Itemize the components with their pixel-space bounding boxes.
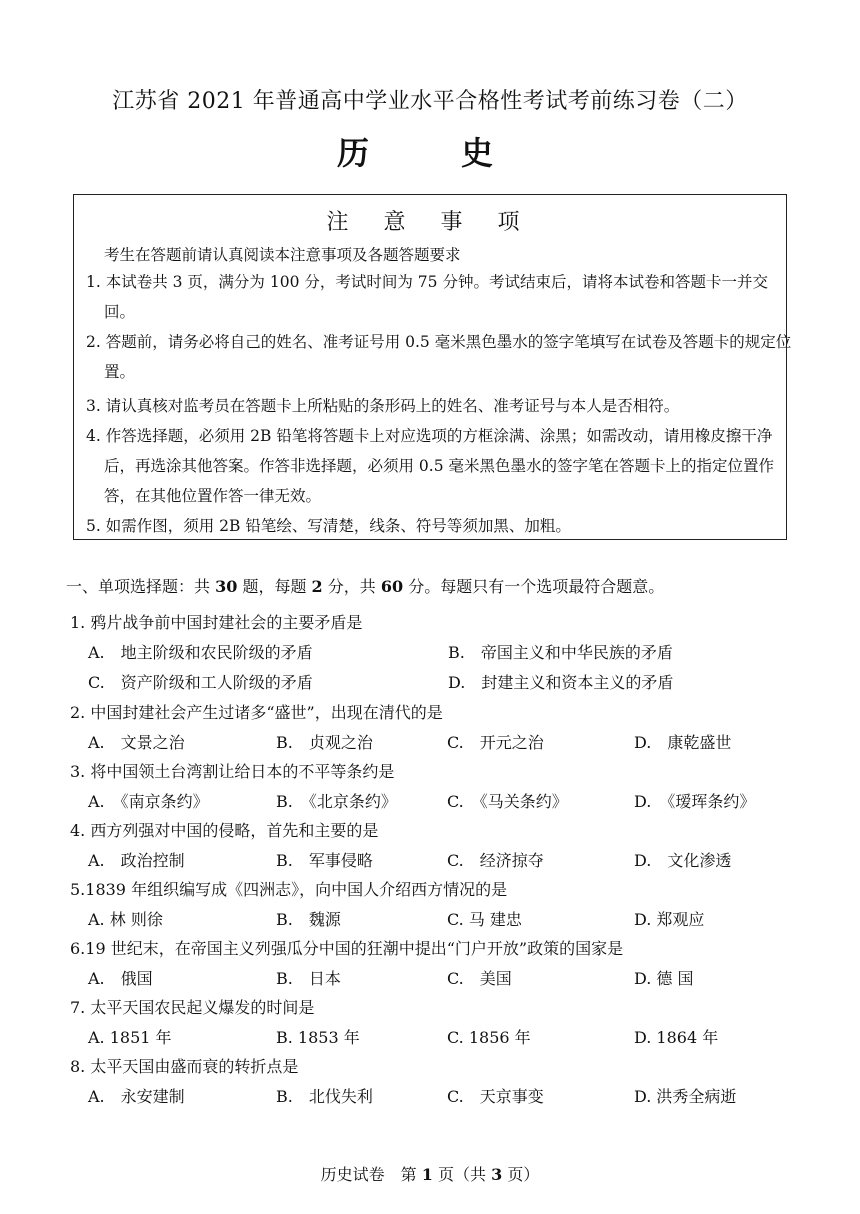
question-6: 6.19 世纪末，在帝国主义列强瓜分中国的狂潮中提出“门户开放”政策的国家是 (70, 939, 624, 958)
q1-option-b[interactable]: B. 帝国主义和中华民族的矛盾 (448, 643, 673, 662)
question-8: 8. 太平天国由盛而衰的转折点是 (70, 1057, 299, 1076)
q6-option-d[interactable]: D. 德 国 (634, 969, 694, 988)
q4-option-a[interactable]: A. 政治控制 (88, 851, 185, 870)
q7-option-a[interactable]: A. 1851 年 (88, 1028, 172, 1047)
notice-item-2: 2. 答题前，请务必将自己的姓名、准考证号用 0.5 毫米黑色墨水的签字笔填写在试卷及答题卡的规定位置。 (86, 333, 792, 381)
q2-option-d[interactable]: D. 康乾盛世 (634, 733, 732, 752)
q6-option-a[interactable]: A. 俄国 (88, 969, 153, 988)
notice-item-4: 4. 作答选择题，必须用 2B 铅笔将答题卡上对应选项的方框涂满、涂黑；如需改动，请用橡皮擦干净后，再选涂其他答案。作答非选择题，必须用 0.5 毫米黑色墨水的签字笔在答题卡上的指定位置作答，在其他位置作答一律无效。 (86, 427, 775, 505)
q8-option-a[interactable]: A. 永安建制 (88, 1087, 185, 1106)
notice-title: 注 意 事 项 (326, 210, 534, 235)
page-footer: 历史试卷 第 1 页（共 3 页） (320, 1165, 540, 1184)
q4-option-d[interactable]: D. 文化渗透 (634, 851, 732, 870)
q5-option-c[interactable]: C. 马 建忠 (447, 910, 522, 929)
q3-option-a[interactable]: A. 《南京条约》 (88, 792, 209, 811)
question-3: 3. 将中国领土台湾割让给日本的不平等条约是 (70, 762, 395, 781)
q2-option-a[interactable]: A. 文景之治 (88, 733, 185, 752)
exam-title: 江苏省 2021 年普通高中学业水平合格性考试考前练习卷（二） (112, 89, 748, 114)
q2-option-c[interactable]: C. 开元之治 (447, 733, 544, 752)
question-5: 5.1839 年组织编写成《四洲志》，向中国人介绍西方情况的是 (70, 880, 508, 899)
q3-option-d[interactable]: D. 《瑷珲条约》 (634, 792, 756, 811)
q6-option-b[interactable]: B. 日本 (276, 969, 341, 988)
q4-option-c[interactable]: C. 经济掠夺 (447, 851, 544, 870)
notice-item-3: 3. 请认真核对监考员在答题卡上所粘贴的条形码上的姓名、准考证号与本人是否相符。 (86, 397, 680, 415)
q7-option-b[interactable]: B. 1853 年 (276, 1028, 360, 1047)
q7-option-d[interactable]: D. 1864 年 (634, 1028, 719, 1047)
question-2: 2. 中国封建社会产生过诸多“盛世”，出现在清代的是 (70, 703, 443, 722)
notice-item-1: 1. 本试卷共 3 页，满分为 100 分，考试时间为 75 分钟。考试结束后，请将本试卷和答题卡一并交回。 (86, 273, 768, 321)
q1-option-d[interactable]: D. 封建主义和资本主义的矛盾 (448, 673, 674, 692)
q8-option-c[interactable]: C. 天京事变 (447, 1087, 544, 1106)
question-7: 7. 太平天国农民起义爆发的时间是 (70, 998, 315, 1017)
q8-option-d[interactable]: D. 洪秀全病逝 (634, 1087, 737, 1106)
subject-title: 历 史 (336, 134, 523, 172)
q8-option-b[interactable]: B. 北伐失利 (276, 1087, 373, 1106)
notice-item-5: 5. 如需作图，须用 2B 铅笔绘、写清楚，线条、符号等须加黑、加粗。 (86, 517, 571, 535)
q7-option-c[interactable]: C. 1856 年 (447, 1028, 531, 1047)
question-4: 4. 西方列强对中国的侵略，首先和主要的是 (70, 821, 379, 840)
q5-option-a[interactable]: A. 林 则徐 (88, 910, 163, 929)
q1-option-c[interactable]: C. 资产阶级和工人阶级的矛盾 (88, 673, 313, 692)
q3-option-b[interactable]: B. 《北京条约》 (276, 792, 397, 811)
q1-option-a[interactable]: A. 地主阶级和农民阶级的矛盾 (88, 643, 313, 662)
section-heading: 一、单项选择题：共 30 题，每题 2 分，共 60 分。每题只有一个选项最符合题意。 (66, 577, 665, 596)
q5-option-b[interactable]: B. 魏源 (276, 910, 341, 929)
q6-option-c[interactable]: C. 美国 (447, 969, 512, 988)
q2-option-b[interactable]: B. 贞观之治 (276, 733, 373, 752)
notice-intro: 考生在答题前请认真阅读本注意事项及各题答题要求 (104, 246, 461, 264)
notice-box (73, 194, 792, 540)
question-1: 1. 鸦片战争前中国封建社会的主要矛盾是 (70, 613, 363, 632)
q4-option-b[interactable]: B. 军事侵略 (276, 851, 373, 870)
q3-option-c[interactable]: C. 《马关条约》 (447, 792, 568, 811)
q5-option-d[interactable]: D. 郑观应 (634, 910, 705, 929)
